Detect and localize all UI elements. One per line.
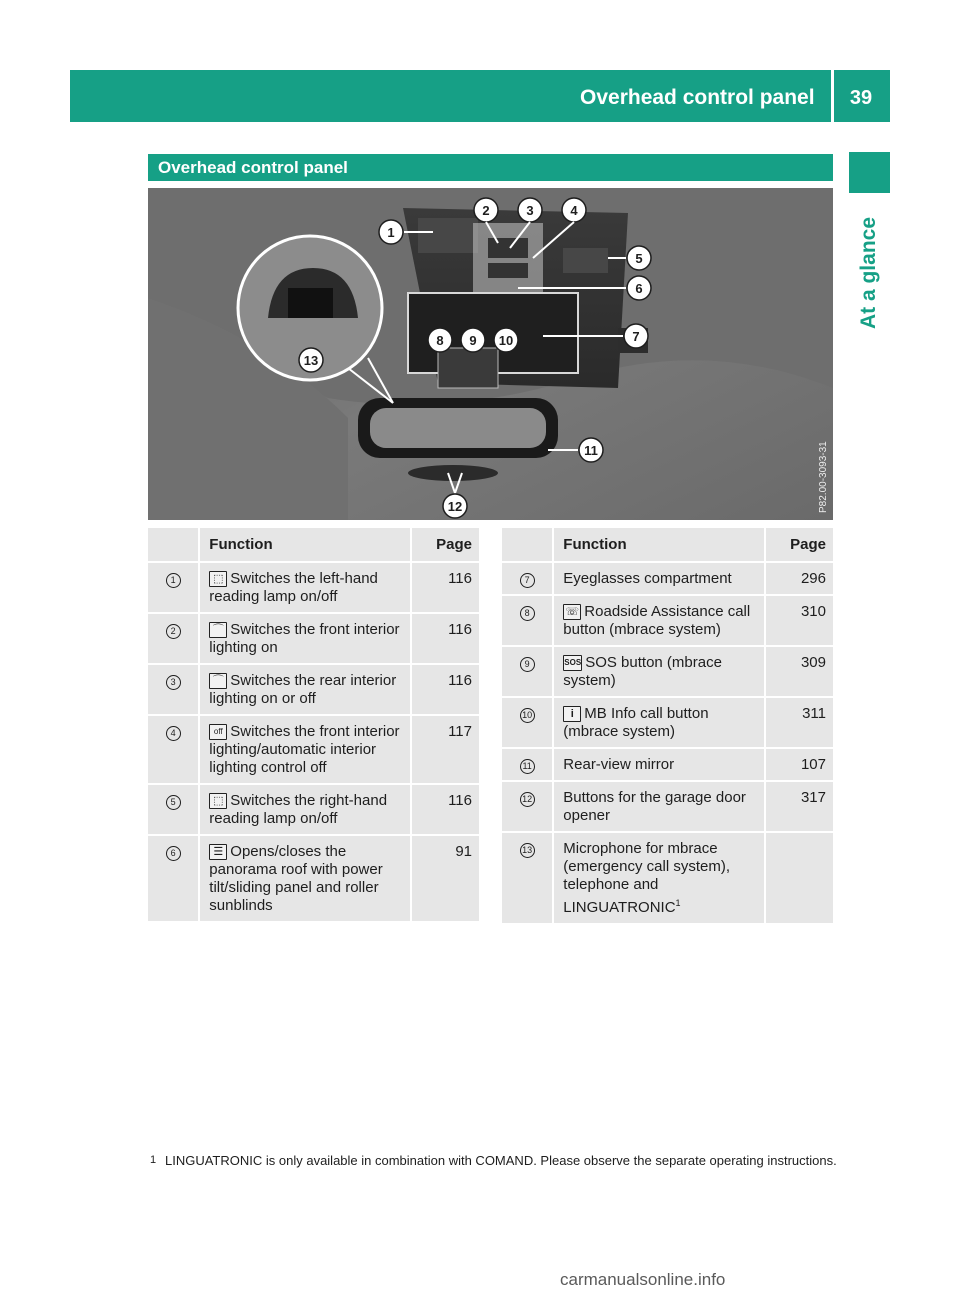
reading-lamp-icon: ⬚ <box>209 793 227 809</box>
info-call-icon: i <box>563 706 581 722</box>
function-text: Switches the left-hand reading lamp on/off <box>209 570 378 605</box>
page-ref[interactable]: 116 <box>411 664 479 715</box>
header-divider <box>831 70 834 122</box>
header-number <box>148 528 199 562</box>
side-tab-marker <box>849 152 890 193</box>
table-row <box>502 697 833 748</box>
page-ref[interactable]: 91 <box>411 835 479 922</box>
rear-interior-light-icon: ⌒ <box>209 673 227 689</box>
footnote-number: 1 <box>150 1154 157 1166</box>
page-number: 39 <box>849 87 873 109</box>
section-title: Overhead control panel <box>158 158 348 177</box>
page-ref[interactable]: 107 <box>765 748 833 781</box>
function-text: MB Info call button (mbrace system) <box>563 705 709 740</box>
table-row <box>148 613 479 664</box>
item-number: 1 <box>166 573 181 588</box>
footnote-ref[interactable]: 1 <box>675 898 681 908</box>
callout-6: 6 <box>635 281 643 296</box>
page-ref[interactable]: 311 <box>765 697 833 748</box>
footnote-text: LINGUATRONIC is only available in combination with COMAND. Please observe the separate operating instructions. <box>165 1153 837 1168</box>
panorama-roof-icon: ☰ <box>209 844 227 860</box>
table-row <box>148 562 479 613</box>
page-ref[interactable]: 117 <box>411 715 479 784</box>
roadside-assistance-icon: ☏ <box>563 604 581 620</box>
function-text: Microphone for mbrace (emergency call system), telephone and LINGUATRONIC <box>563 840 731 916</box>
footnote <box>150 1152 840 1169</box>
overhead-panel-photo <box>148 188 833 520</box>
function-text: Eyeglasses compartment <box>563 570 732 587</box>
table-row <box>502 562 833 595</box>
page-ref[interactable]: 309 <box>765 646 833 697</box>
function-text: Switches the front interior lighting/automatic interior lighting control off <box>209 723 400 776</box>
function-table-right <box>502 528 833 925</box>
side-chapter-tab[interactable] <box>850 208 888 338</box>
side-chapter-label: At a glance <box>857 216 880 330</box>
page-ref[interactable]: 296 <box>765 562 833 595</box>
function-text: Opens/closes the panorama roof with power tilt/sliding panel and roller sunblinds <box>209 843 383 914</box>
callout-10: 10 <box>498 333 514 348</box>
item-number: 2 <box>166 624 181 639</box>
table-row <box>502 595 833 646</box>
function-text: Rear-view mirror <box>563 756 675 773</box>
callout-12: 12 <box>447 499 463 514</box>
function-text: Switches the right-hand reading lamp on/off <box>209 792 388 827</box>
page-ref[interactable]: 310 <box>765 595 833 646</box>
image-reference: P82.00-3093-31 <box>818 441 829 513</box>
item-number: 13 <box>520 843 535 858</box>
item-number: 7 <box>520 573 535 588</box>
callout-11: 11 <box>584 443 598 458</box>
item-number: 3 <box>166 675 181 690</box>
table-header-row <box>502 528 833 562</box>
table-row <box>502 646 833 697</box>
callout-2: 2 <box>482 203 490 218</box>
table-header-row <box>148 528 479 562</box>
table-row <box>148 784 479 835</box>
interior-light-off-icon: off <box>209 724 227 740</box>
reading-lamp-icon: ⬚ <box>209 571 227 587</box>
header-page: Page <box>411 528 479 562</box>
watermark: carmanualsonline.info <box>560 1270 726 1289</box>
page-header-title: Overhead control panel <box>580 86 815 109</box>
header-function: Function <box>199 528 410 562</box>
page-ref <box>765 832 833 924</box>
table-row <box>148 664 479 715</box>
table-row <box>502 748 833 781</box>
callout-3: 3 <box>526 203 534 218</box>
page-ref[interactable]: 116 <box>411 613 479 664</box>
header-function: Function <box>553 528 764 562</box>
callout-4: 4 <box>570 203 578 218</box>
header-number <box>502 528 553 562</box>
page-ref[interactable]: 116 <box>411 784 479 835</box>
page-ref[interactable]: 317 <box>765 781 833 832</box>
function-text: Roadside Assistance call button (mbrace system) <box>563 603 751 638</box>
function-table-left <box>148 528 479 923</box>
front-interior-light-icon: ⌒ <box>209 622 227 638</box>
table-row <box>148 715 479 784</box>
item-number: 9 <box>520 657 535 672</box>
item-number: 5 <box>166 795 181 810</box>
function-text: Switches the rear interior lighting on or off <box>209 672 397 707</box>
item-number: 8 <box>520 606 535 621</box>
item-number: 11 <box>520 759 535 774</box>
table-row <box>502 832 833 924</box>
callout-13: 13 <box>303 353 319 368</box>
function-text: SOS button (mbrace system) <box>563 654 722 689</box>
function-text: Buttons for the garage door opener <box>563 789 746 824</box>
callout-1: 1 <box>387 225 395 240</box>
table-row <box>502 781 833 832</box>
callout-5: 5 <box>635 251 643 266</box>
header-page: Page <box>765 528 833 562</box>
callout-9: 9 <box>469 333 477 348</box>
item-number: 6 <box>166 846 181 861</box>
callout-8: 8 <box>436 333 444 348</box>
callout-7: 7 <box>632 329 640 344</box>
table-row <box>148 835 479 922</box>
page-ref[interactable]: 116 <box>411 562 479 613</box>
function-text: Switches the front interior lighting on <box>209 621 400 656</box>
item-number: 10 <box>520 708 535 723</box>
sos-icon: SOS <box>563 655 582 671</box>
item-number: 4 <box>166 726 181 741</box>
item-number: 12 <box>520 792 535 807</box>
